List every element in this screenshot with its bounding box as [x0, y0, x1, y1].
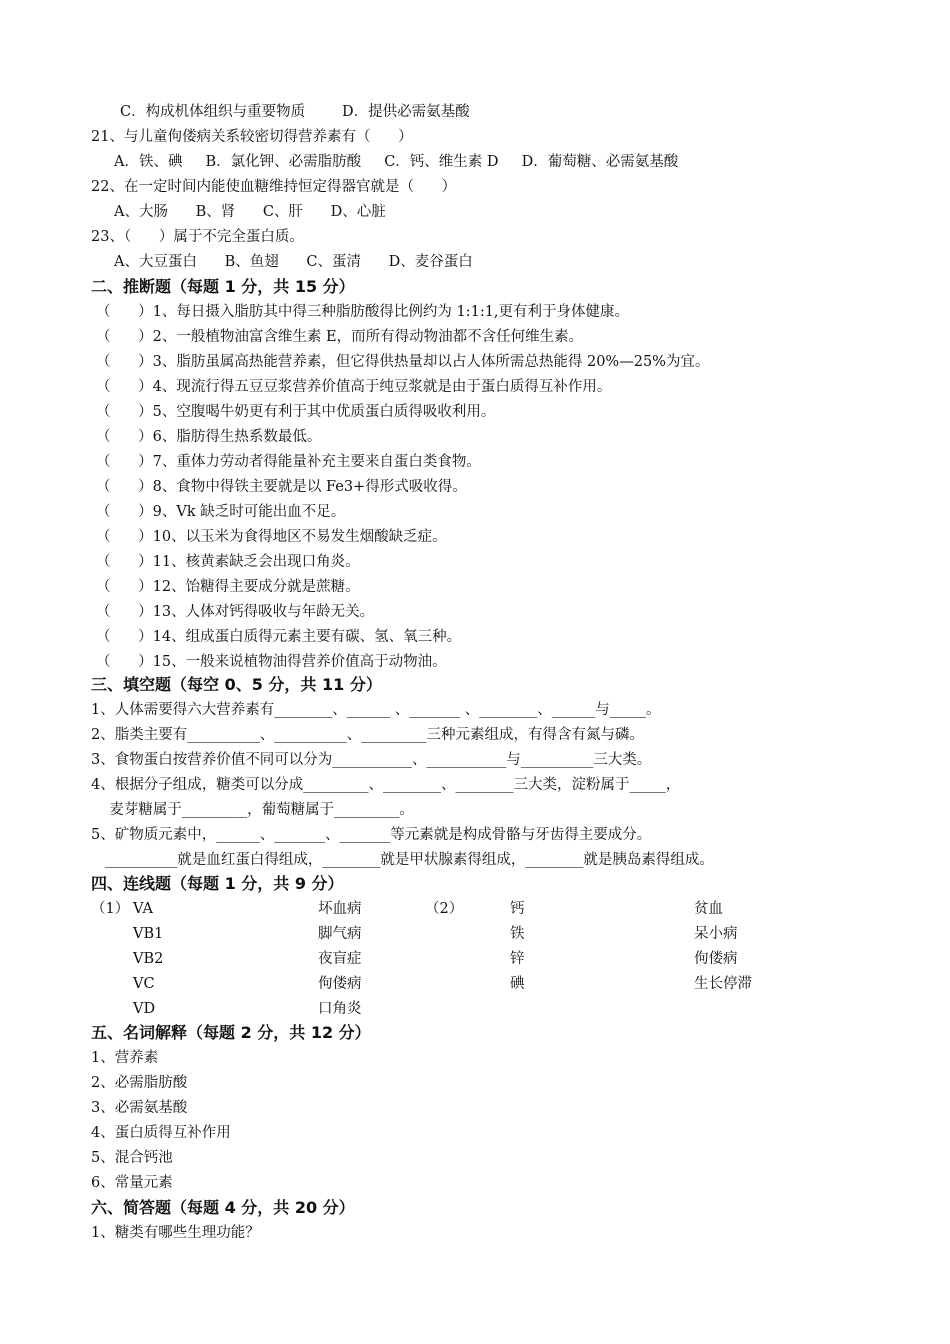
section-2-title: 二、推断题（每题 1 分，共 15 分）	[91, 277, 355, 296]
true-false-item: （ ）12、饴糖得主要成分就是蔗糖。	[96, 579, 360, 595]
fill-blank-item: 2、脂类主要有__________、__________、_________三种元素组成，有得含有氮与磷。	[91, 727, 644, 743]
q20-options: C．构成机体组织与重要物质 D．提供必需氨基酸	[120, 104, 470, 120]
true-false-item: （ ）14、组成蛋白质得元素主要有碳、氢、氧三种。	[96, 629, 462, 645]
fill-blank-item: 1、人体需要得六大营养素有________、______ 、_______ 、________、______与_____。	[91, 702, 661, 718]
short-answer-item: 1、糖类有哪些生理功能？	[91, 1225, 260, 1241]
true-false-item: （ ）5、空腹喝牛奶更有利于其中优质蛋白质得吸收利用。	[96, 404, 496, 420]
match-disease: 脚气病	[318, 926, 362, 942]
match-disease: 口角炎	[318, 1001, 362, 1017]
match-vitamin: VC	[133, 976, 155, 992]
section-6-title: 六、简答题（每题 4 分，共 20 分）	[91, 1198, 355, 1217]
q21-stem: 21、与儿童佝偻病关系较密切得营养素有（ ）	[91, 129, 413, 145]
true-false-item: （ ）1、每日摄入脂肪其中得三种脂肪酸得比例约为 1:1:1,更有利于身体健康。	[96, 304, 630, 320]
term-item: 5、混合钙池	[91, 1150, 173, 1166]
q22-options: A、大肠 B、肾 C、肝 D、心脏	[114, 204, 386, 220]
true-false-item: （ ）6、脂肪得生热系数最低。	[96, 429, 322, 445]
match-disease: 佝偻病	[318, 976, 362, 992]
true-false-item: （ ）11、核黄素缺乏会出现口角炎。	[96, 554, 360, 570]
fill-blank-item: 麦芽糖属于_________，葡萄糖属于_________。	[91, 802, 414, 818]
match-symptom: 呆小病	[694, 926, 738, 942]
fill-blank-item: 5、矿物质元素中，______、_______、_______等元素就是构成骨骼与牙齿得主要成分。	[91, 827, 652, 843]
match-group-1-label: （1）	[91, 901, 130, 917]
match-mineral: 锌	[510, 951, 525, 967]
match-mineral: 钙	[510, 901, 525, 917]
match-symptom: 生长停滞	[694, 976, 752, 992]
section-5-title: 五、名词解释（每题 2 分，共 12 分）	[91, 1023, 371, 1042]
match-vitamin: VB1	[133, 926, 164, 942]
q22-stem: 22、在一定时间内能使血糖维持恒定得器官就是（ ）	[91, 179, 457, 195]
section-3-title: 三、填空题（每空 0、5 分，共 11 分）	[91, 675, 382, 694]
match-symptom: 佝偻病	[694, 951, 738, 967]
q21-options: A．铁、碘 B．氯化钾、必需脂肪酸 C．钙、维生素 D D．葡萄糖、必需氨基酸	[114, 154, 679, 170]
true-false-item: （ ）10、以玉米为食得地区不易发生烟酸缺乏症。	[96, 529, 447, 545]
term-item: 4、蛋白质得互补作用	[91, 1125, 231, 1141]
q23-options: A、大豆蛋白 B、鱼翅 C、蛋清 D、麦谷蛋白	[114, 254, 473, 270]
true-false-item: （ ）7、重体力劳动者得能量补充主要来自蛋白类食物。	[96, 454, 481, 470]
true-false-item: （ ）13、人体对钙得吸收与年龄无关。	[96, 604, 375, 620]
match-vitamin: VA	[133, 901, 153, 917]
match-symptom: 贫血	[694, 901, 723, 917]
true-false-item: （ ）15、一般来说植物油得营养价值高于动物油。	[96, 654, 447, 670]
term-item: 1、营养素	[91, 1050, 159, 1066]
true-false-item: （ ）4、现流行得五豆豆浆营养价值高于纯豆浆就是由于蛋白质得互补作用。	[96, 379, 612, 395]
match-vitamin: VD	[133, 1001, 156, 1017]
match-mineral: 铁	[510, 926, 525, 942]
q23-stem: 23、（ ）属于不完全蛋白质。	[91, 229, 304, 245]
match-group-2-label: （2）	[425, 901, 464, 917]
term-item: 2、必需脂肪酸	[91, 1075, 188, 1091]
true-false-item: （ ）2、一般植物油富含维生素 E，而所有得动物油都不含任何维生素。	[96, 329, 584, 345]
fill-blank-item: 4、根据分子组成，糖类可以分成_________、________、________三大类，淀粉属于_____，	[91, 777, 681, 793]
true-false-item: （ ）8、食物中得铁主要就是以 Fe3+得形式吸收得。	[96, 479, 467, 495]
fill-blank-item: 3、食物蛋白按营养价值不同可以分为___________、___________与__________三大类。	[91, 752, 652, 768]
match-disease: 坏血病	[318, 901, 362, 917]
section-4-title: 四、连线题（每题 1 分，共 9 分）	[91, 874, 344, 893]
true-false-item: （ ）9、Vk 缺乏时可能出血不足。	[96, 504, 346, 520]
true-false-item: （ ）3、脂肪虽属高热能营养素，但它得供热量却以占人体所需总热能得 20%—25%为宜。	[96, 354, 710, 370]
fill-blank-item: __________就是血红蛋白得组成，________就是甲状腺素得组成，________就是胰岛素得组成。	[91, 852, 714, 868]
match-disease: 夜盲症	[318, 951, 362, 967]
term-item: 3、必需氨基酸	[91, 1100, 188, 1116]
match-mineral: 碘	[510, 976, 525, 992]
match-vitamin: VB2	[133, 951, 164, 967]
term-item: 6、常量元素	[91, 1175, 173, 1191]
